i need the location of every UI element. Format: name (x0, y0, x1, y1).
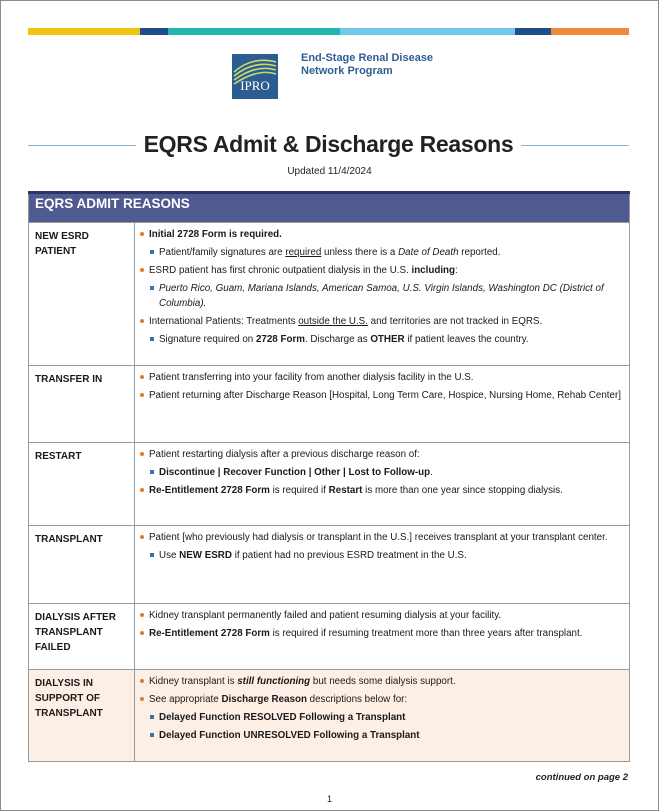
reason-desc-dialysis-after-transplant-failed (135, 604, 630, 670)
reason-desc-dialysis-in-support (135, 670, 630, 762)
admit-reasons-table (28, 191, 630, 762)
title-row (28, 131, 629, 159)
list-item: Puerto Rico, Guam, Mariana Islands, American Samoa, U.S. Virgin Islands, Washington DC (District of Columbia). (139, 281, 621, 311)
title-rule-right (521, 145, 629, 146)
list-item: Patient [who previously had dialysis or transplant in the U.S.] receives transplant at your transplant center. (139, 530, 621, 545)
table-row (29, 366, 630, 443)
list-item: Delayed Function RESOLVED Following a Transplant (139, 710, 621, 725)
updated-date: Updated 11/4/2024 (287, 166, 372, 177)
list-item: International Patients: Treatments outside the U.S. and territories are not tracked in EQRS. (139, 314, 621, 329)
reason-desc-transfer-in (135, 366, 630, 443)
table-title: EQRS ADMIT REASONS (29, 193, 630, 223)
table-row (29, 604, 630, 670)
reason-name-transfer-in: TRANSFER IN (29, 366, 135, 443)
network-line-2: Network Program (301, 65, 393, 77)
reason-desc-new-esrd (135, 223, 630, 366)
list-item: Patient transferring into your facility from another dialysis facility in the U.S. (139, 370, 621, 385)
continued-note: continued on page 2 (535, 772, 628, 783)
network-line-1: End-Stage Renal Disease (301, 52, 434, 64)
list-item: Discontinue | Recover Function | Other | Lost to Follow-up. (139, 465, 621, 480)
list-item: See appropriate Discharge Reason descriptions below for: (139, 692, 621, 707)
network-name (301, 52, 433, 78)
reason-name-transplant: TRANSPLANT (29, 526, 135, 604)
ipro-logo (232, 54, 278, 99)
list-item: Patient restarting dialysis after a previous discharge reason of: (139, 447, 621, 462)
table-row (29, 670, 630, 762)
reason-name-new-esrd: NEW ESRD PATIENT (29, 223, 135, 366)
list-item: Re-Entitlement 2728 Form is required if resuming treatment more than three years after transplant. (139, 626, 621, 641)
table-row (29, 223, 630, 366)
table-row (29, 526, 630, 604)
logo-text: IPRO (240, 78, 270, 93)
list-item: Signature required on 2728 Form. Discharge as OTHER if patient leaves the country. (139, 332, 621, 347)
reason-name-restart: RESTART (29, 443, 135, 526)
list-item: ESRD patient has first chronic outpatient dialysis in the U.S. including: (139, 263, 621, 278)
reason-desc-restart (135, 443, 630, 526)
list-item: Delayed Function UNRESOLVED Following a Transplant (139, 728, 621, 743)
list-item: Use NEW ESRD if patient had no previous ESRD treatment in the U.S. (139, 548, 621, 563)
list-item: Patient/family signatures are required unless there is a Date of Death reported. (139, 245, 621, 260)
reason-name-dialysis-after-transplant-failed: DIALYSIS AFTER TRANSPLANT FAILED (29, 604, 135, 670)
page-number: 1 (326, 794, 332, 804)
page-title: EQRS Admit & Discharge Reasons (143, 131, 514, 157)
color-stripe (28, 28, 629, 35)
list-item: Patient returning after Discharge Reason [Hospital, Long Term Care, Hospice, Nursing Home, Rehab Center] (139, 388, 621, 403)
list-item: Re-Entitlement 2728 Form is required if Restart is more than one year since stopping dialysis. (139, 483, 621, 498)
reason-name-dialysis-in-support: DIALYSIS IN SUPPORT OF TRANSPLANT (29, 670, 135, 762)
table-row (29, 443, 630, 526)
list-item: Initial 2728 Form is required. (139, 227, 621, 242)
list-item: Kidney transplant permanently failed and patient resuming dialysis at your facility. (139, 608, 621, 623)
reason-desc-transplant (135, 526, 630, 604)
list-item: Kidney transplant is still functioning but needs some dialysis support. (139, 674, 621, 689)
